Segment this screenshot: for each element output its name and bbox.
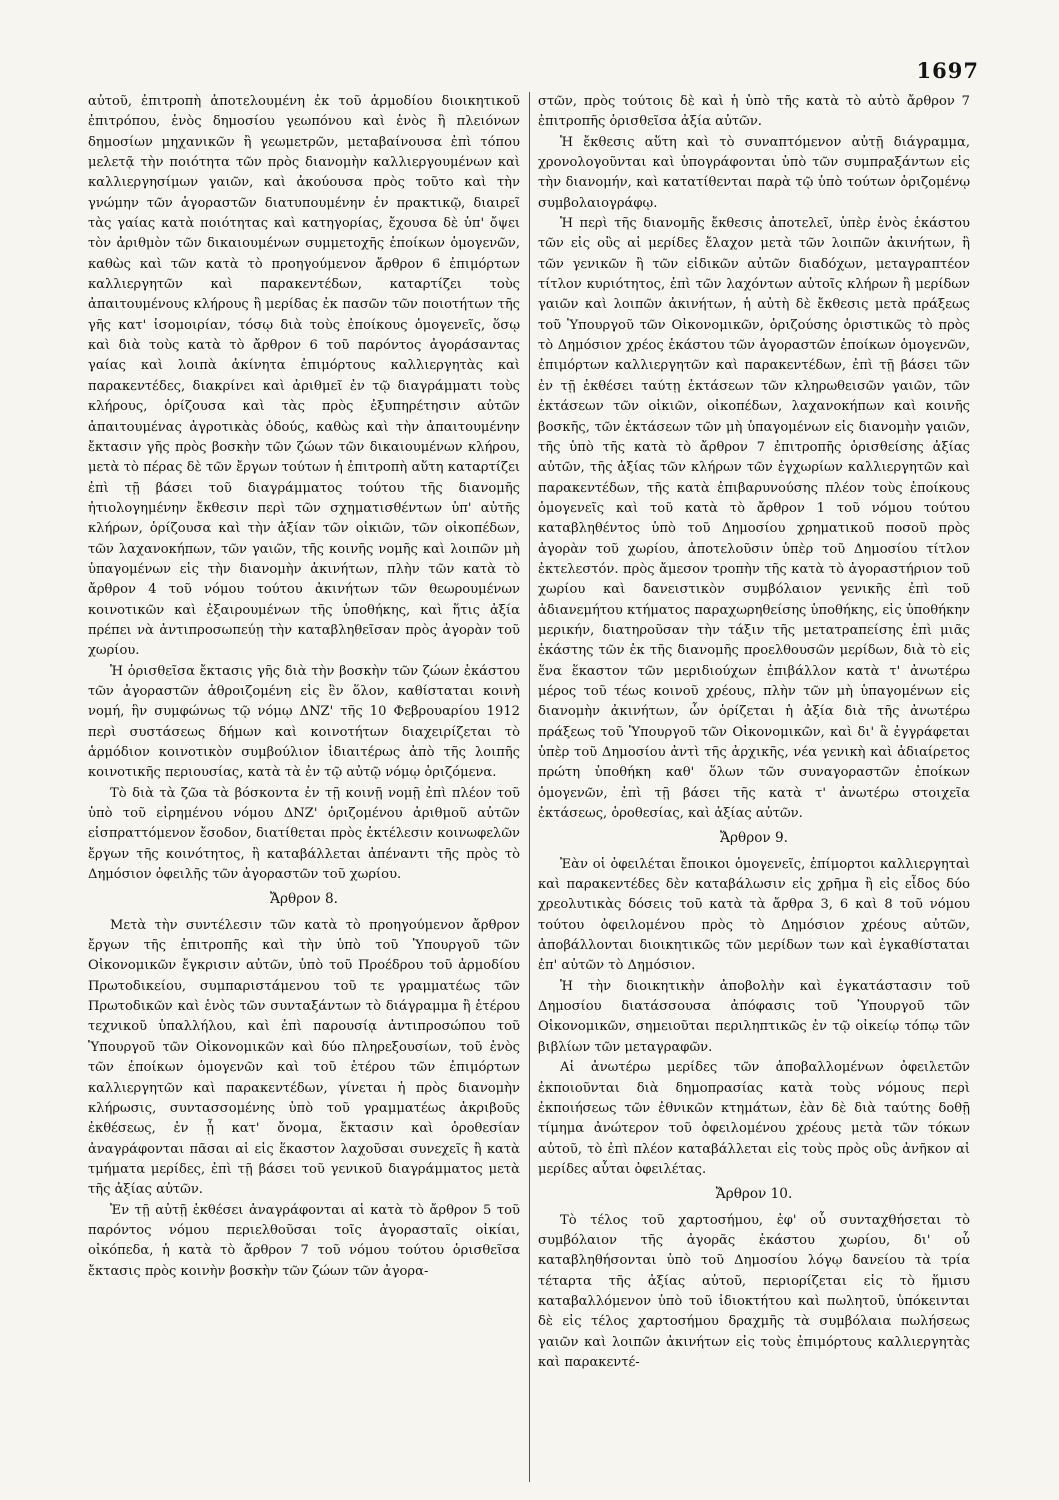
left-paragraph-4: Μετὰ τὴν συντέλεσιν τῶν κατὰ τὸ προηγούμενον ἄρθρον ἔργων τῆς ἐπιτροπῆς καὶ τὴν ὑπὸ τοῦ Ὑπουργοῦ τῶν Οἰκονομικῶν ἔγκρισιν αὐτῶν, ὑπὸ τοῦ Προέδρου τοῦ ἁρμοδίου Πρωτοδικείου, συμπαριστάμενου τοῦ τε γραμματέως τῶν Πρωτοδικῶν καὶ ἑνὸς τῶν συνταξάντων τὸ διάγραμμα ἢ ἑτέρου τεχνικοῦ ὑπαλλήλου, καὶ ἐπὶ παρουσίᾳ ἀντιπροσώπου τοῦ Ὑπουργοῦ τῶν Οἰκονομικῶν καὶ δύο πληρεξουσίων, τοῦ ἑνὸς τῶν ἐποίκων ὁμογενῶν καὶ τοῦ ἑτέρου τῶν ἐπιμόρτων καλλιεργητῶν καὶ παρακεντέδων, γίνεται ἡ πρὸς διανομὴν κλήρωσις, συντασσομένης ὑπὸ τοῦ γραμματέως ἀκριβοῦς ἐκθέσεως, ἐν ᾗ κατ' ὄνομα, ἔκτασιν καὶ ὁροθεσίαν ἀναγράφονται πᾶσαι αἱ εἰς ἕκαστον λαχοῦσαι συνεχεῖς ἢ κατὰ τμήματα μερίδες, ἐπὶ τῇ βάσει τοῦ γενικοῦ διαγράμματος μετὰ τῆς ἀξίας αὐτῶν. [88,917,520,1198]
article-9-heading: Ἄρθρον 9. [720,830,788,847]
right-paragraph-3: Ἡ περὶ τῆς διανομῆς ἔκθεσις ἀποτελεῖ, ὑπὲρ ἑνὸς ἑκάστου τῶν εἰς οὓς αἱ μερίδες ἔλαχον μετὰ τῶν λοιπῶν ἀκινήτων, ἢ τῶν γενικῶν ἢ τῶν εἰδικῶν αὐτῶν διαδόχων, μεταγραπτέον τίτλον κυριότητος, ἐπὶ τῶν λαχόντων αὐτοῖς κλήρων ἢ μερίδων γαιῶν καὶ λοιπῶν ἀκινήτων, ἡ αὐτὴ δὲ ἔκθεσις μετὰ πράξεως τοῦ Ὑπουργοῦ τῶν Οἰκονομικῶν, ὁριζούσης ὁριστικῶς τὸ πρὸς τὸ Δημόσιον χρέος ἑκάστου τῶν ἀγοραστῶν ἐποίκων ὁμογενῶν, ἐπιμόρτων καλλιεργητῶν καὶ παρακεντέδων, ἐπὶ τῇ βάσει τῶν ἐν τῇ ἐκθέσει ταύτῃ ἐκτάσεων τῶν κληρωθεισῶν γαιῶν, τῶν ἐκτάσεων τῶν οἰκιῶν, οἰκοπέδων, λαχανοκήπων καὶ κοινῆς βοσκῆς, τῶν ἐκτάσεων τῶν μὴ ὑπαγομένων εἰς διανομὴν γαιῶν, τῆς ὑπὸ τῆς κατὰ τὸ ἄρθρον 7 ἐπιτροπῆς ὁρισθείσης ἀξίας αὐτῶν, τῆς ἀξίας τῶν κλήρων τῶν ἐγχωρίων καλλιεργητῶν καὶ παρακεντέδων, τῆς κατὰ ἐπιβαρυνούσης πλέον τοὺς ἐποίκους ὁμογενεῖς καὶ τοῦ κατὰ τὸ ἄρθρον 1 τοῦ νόμου τούτου καταβληθέντος ὑπὸ τοῦ Δημοσίου χρηματικοῦ ποσοῦ πρὸς ἀγορὰν τοῦ χωρίου, ἀποτελοῦσιν ὑπὲρ τοῦ Δημοσίου τίτλον ἐκτελεστόν. πρὸς ἄμεσον τροπὴν τῆς κατὰ τὸ ἀγοραστήριον τοῦ χωρίου καὶ δανειστικὸν συμβόλαιον γενικῆς ἐπὶ τοῦ ἀδιανεμήτου κτήματος παραχωρηθείσης ὑποθήκης, εἰς ὑποθήκην μερικήν, διατηροῦσαν τὴν τάξιν τῆς μετατραπείσης ἐπὶ μιᾶς ἑκάστης τῶν ἐκ τῆς διανομῆς προελθουσῶν μερίδων, διὰ τὸ εἰς ἕνα ἕκαστον τῶν μεριδιούχων ἐπιβάλλον κατὰ τ' ἀνωτέρω μέρος τοῦ τέως κοινοῦ χρέους, πλὴν τῶν μὴ ὑπαγομένων εἰς διανομὴν ἀκινήτων, ὧν ὁρίζεται ἡ ἀξία διὰ τῆς ἀνωτέρω πράξεως τοῦ Ὑπουργοῦ τῶν Οἰκονομικῶν, καὶ δι' ἃ ἐγγράφεται ὑπὲρ τοῦ Δημοσίου ἀντὶ τῆς ἀρχικῆς, νέα γενικὴ καὶ ἀδιαίρετος πρώτη ὑποθήκη καθ' ὅλων τῶν συναγοραστῶν ἐποίκων ὁμογενῶν, ἐπὶ τῇ βάσει τῆς κατὰ τ' ἀνωτέρω στοιχεῖα ἐκτάσεως, ὁροθεσίας, καὶ ἀξίας αὐτῶν. [538,216,970,822]
right-paragraph-1: στῶν, πρὸς τούτοις δὲ καὶ ἡ ὑπὸ τῆς κατὰ τὸ αὐτὸ ἄρθρον 7 ἐπιτροπῆς ὁρισθεῖσα ἀξία αὐτῶν. [538,94,970,130]
column-divider [529,92,530,1482]
article-10-heading: Ἄρθρον 10. [715,1186,793,1203]
left-column [88,92,520,1482]
left-paragraph-5: Ἐν τῇ αὐτῇ ἐκθέσει ἀναγράφονται αἱ κατὰ τὸ ἄρθρον 5 τοῦ παρόντος νόμου περιελθοῦσαι τοῖς ἀγορασταῖς οἰκίαι, οἰκόπεδα, ἡ κατὰ τὸ ἄρθρον 7 τοῦ νόμου τούτου ὁρισθεῖσα ἔκτασις πρὸς κοινὴν βοσκὴν τῶν ζώων τῶν ἀγορα- [88,1202,520,1279]
right-paragraph-2: Ἡ ἔκθεσις αὕτη καὶ τὸ συναπτόμενον αὐτῇ διάγραμμα, χρονολογοῦνται καὶ ὑπογράφονται ὑπὸ τῶν συμπραξάντων εἰς τὴν διανομήν, καὶ κατατίθενται παρὰ τῷ ὑπὸ τούτων ὁριζομένῳ συμβολαιογράφῳ. [538,134,970,211]
right-paragraph-7: Τὸ τέλος τοῦ χαρτοσήμου, ἐφ' οὗ συνταχθήσεται τὸ συμβόλαιον τῆς ἀγορᾶς ἑκάστου χωρίου, δι' οὗ καταβληθήσονται ὑπὸ τοῦ Δημοσίου λόγῳ δανείου τὰ τρία τέταρτα τῆς ἀξίας αὐτοῦ, περιορίζεται εἰς τὸ ἥμισυ καταβαλλόμενον ὑπὸ τοῦ ἰδιοκτήτου καὶ πωλητοῦ, ὑπόκεινται δὲ εἰς τέλος χαρτοσήμου δραχμῆς τὰ συμβόλαια πωλήσεως γαιῶν καὶ λοιπῶν ἀκινήτων εἰς τοὺς ἐπιμόρτους καλλιεργητὰς καὶ παρακεντέ- [538,1212,970,1370]
left-paragraph-1: αὐτοῦ, ἐπιτροπὴ ἀποτελουμένη ἐκ τοῦ ἁρμοδίου διοικητικοῦ ἐπιτρόπου, ἑνὸς δημοσίου γεωπόνου καὶ ἑνὸς ἢ πλειόνων δημοσίων μηχανικῶν ἢ γεωμετρῶν, μεταβαίνουσα ἐπὶ τόπου μελετᾷ τὴν ποιότητα τῶν πρὸς διανομὴν καλλιεργουμένων καὶ καλλιεργησίμων γαιῶν, καὶ ἀκούουσα πρὸς τοῦτο καὶ τὴν γνώμην τῶν ἀγοραστῶν διατυπουμένην ἐν πρακτικῷ, διαιρεῖ τὰς γαίας κατὰ ποιότητας καὶ κατηγορίας, ἔχουσα δὲ ὑπ' ὄψει τὸν ἀριθμὸν τῶν δικαιουμένων συμμετοχῆς ἐποίκων ὁμογενῶν, καθὼς καὶ τῶν κατὰ τὸ προηγούμενον ἄρθρον 6 ἐπιμόρτων καλλιεργητῶν καὶ παρακεντέδων, καταρτίζει τοὺς ἀπαιτουμένους κλήρους ἢ μερίδας ἐκ πασῶν τῶν ποιοτήτων τῆς γῆς κατ' ἰσομοιρίαν, τόσῳ διὰ τοὺς ἐποίκους ὁμογενεῖς, ὅσῳ καὶ διὰ τοὺς κατὰ τὸ ἄρθρον 6 τοῦ παρόντος ἀγοράσαντας γαίας καὶ λοιπὰ ἀκίνητα ἐπιμόρτους καλλιεργητὰς καὶ παρακεντέδες, διακρίνει καὶ ἀριθμεῖ ἐν τῷ διαγράμματι τοὺς κλήρους, ὁρίζουσα καὶ τὰς πρὸς ἐξυπηρέτησιν αὐτῶν ἀπαιτουμένας ἀγροτικὰς ὁδούς, καθὼς καὶ τὴν ἀπαιτουμένην ἔκτασιν γῆς πρὸς βοσκὴν τῶν ζώων τῶν δικαιουμένων κλήρου, μετὰ τὸ πέρας δὲ τῶν ἔργων τούτων ἡ ἐπιτροπὴ αὕτη καταρτίζει ἐπὶ τῇ βάσει τοῦ διαγράμματος τούτου τῆς διανομῆς ἠτιολογημένην ἔκθεσιν περὶ τῶν σχηματισθέντων ὑπ' αὐτῆς κλήρων, ὁρίζουσα καὶ τὴν ἀξίαν τῶν οἰκιῶν, τῶν οἰκοπέδων, τῶν λαχανοκήπων, τῶν γαιῶν, τῆς κοινῆς νομῆς καὶ λοιπῶν μὴ ὑπαγομένων εἰς τὴν διανομὴν ἀκινήτων, πλὴν τῶν κατὰ τὸ ἄρθρον 4 τοῦ νόμου τούτου ἀκινήτων τῶν θεωρουμένων κοινοτικῶν καὶ ἐξαιρουμένων τῆς ὑποθήκης, καὶ ἥτις ἀξία πρέπει νὰ ἀντιπροσωπεύῃ τὴν καταβληθεῖσαν πρὸς ἀγορὰν τοῦ χωρίου. [88,94,520,659]
right-paragraph-4: Ἐὰν οἱ ὀφειλέται ἔποικοι ὁμογενεῖς, ἐπίμορτοι καλλιεργηταὶ καὶ παρακεντέδες δὲν καταβάλωσιν εἰς χρῆμα ἢ εἰς εἶδος δύο χρεολυτικὰς δόσεις τοῦ κατὰ τὰ ἄρθρα 3, 6 καὶ 8 τοῦ νόμου τούτου ὀφειλομένου πρὸς τὸ Δημόσιον χρέους αὐτῶν, ἀποβάλλονται διοικητικῶς τῶν μερίδων των καὶ ἐγκαθίσταται ἐπ' αὐτῶν τὸ Δημόσιον. [538,856,970,974]
right-paragraph-6: Αἱ ἀνωτέρω μερίδες τῶν ἀποβαλλομένων ὀφειλετῶν ἐκποιοῦνται διὰ δημοπρασίας κατὰ τοὺς νόμους περὶ ἐκποιήσεως τῶν ἐθνικῶν κτημάτων, ἐὰν δὲ διὰ ταύτης δοθῇ τίμημα ἀνώτερον τοῦ ὀφειλομένου χρέους μετὰ τῶν τόκων αὐτοῦ, τὸ ἐπὶ πλέον καταβάλλεται εἰς τοὺς πρὸς οὓς ἀνῆκον αἱ μερίδες αὗται ὀφειλέτας. [538,1060,970,1177]
page-number: 1697 [916,58,979,83]
left-paragraph-3: Τὸ διὰ τὰ ζῶα τὰ βόσκοντα ἐν τῇ κοινῇ νομῇ ἐπὶ πλέον τοῦ ὑπὸ τοῦ εἰρημένου νόμου ΔΝΖ' ὁριζομένου ἀριθμοῦ αὐτῶν εἰσπραττόμενον ἔσοδον, διατίθεται πρὸς ἐκτέλεσιν κοινωφελῶν ἔργων τῆς κοινότητος, ἢ καταβάλλεται ἀπέναντι τῆς πρὸς τὸ Δημόσιον ὀφειλῆς τῶν ἀγοραστῶν τοῦ χωρίου. [88,785,520,883]
left-paragraph-2: Ἡ ὁρισθεῖσα ἔκτασις γῆς διὰ τὴν βοσκὴν τῶν ζώων ἑκάστου τῶν ἀγοραστῶν ἀθροιζομένη εἰς ἓν ὅλον, καθίσταται κοινὴ νομή, ἣν συμφώνως τῷ νόμῳ ΔΝΖ' τῆς 10 Φεβρουαρίου 1912 περὶ συστάσεως δήμων καὶ κοινοτήτων διαχειρίζεται τὸ ἁρμόδιον κοινοτικὸν συμβούλιον ἰδιαιτέρως ἀπὸ τῆς λοιπῆς κοινοτικῆς περιουσίας, κατὰ τὰ ἐν τῷ αὐτῷ νόμῳ ὁριζόμενα. [88,663,520,781]
article-8-heading: Ἄρθρον 8. [270,891,338,908]
right-column [538,92,970,1482]
text-columns [88,92,980,1482]
right-paragraph-5: Ἡ τὴν διοικητικὴν ἀποβολὴν καὶ ἐγκατάστασιν τοῦ Δημοσίου διατάσσουσα ἀπόφασις τοῦ Ὑπουργοῦ τῶν Οἰκονομικῶν, σημειοῦται περιληπτικῶς ἐν τῷ οἰκείῳ τόπῳ τῶν βιβλίων τῶν μεταγραφῶν. [538,978,970,1055]
